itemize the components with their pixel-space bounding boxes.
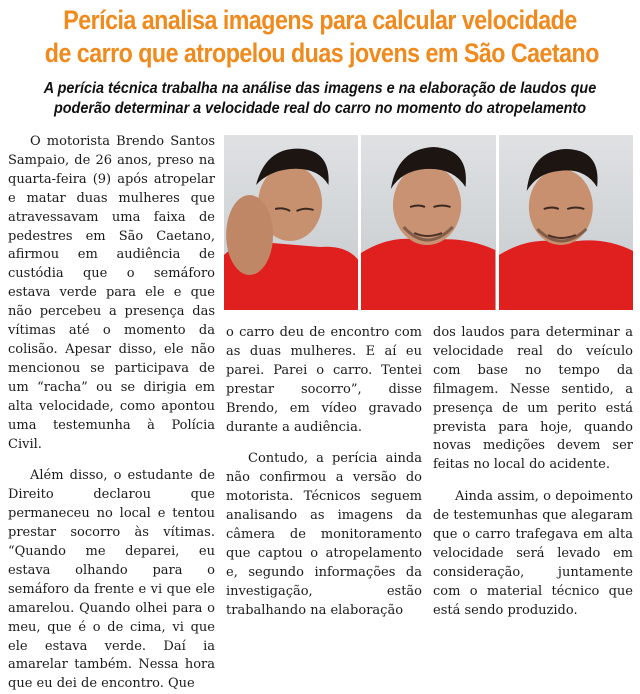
subheadline-line-2: poderão determinar a velocidade real do carro no momento do atropelamento <box>53 100 587 117</box>
headline <box>44 4 599 70</box>
paragraph-3-continued: dos laudos para determinar a velocidade real do veículo com base no tempo da filmagem. Nesse sentido, a presença de um perito está prevista para hoje, quando novas medições devem ser feitas no local do acidente. <box>433 325 633 473</box>
article-column-1 <box>8 133 215 694</box>
subheadline <box>32 79 608 119</box>
paragraph-2-start: Além disso, o estudante de Direito declarou que permaneceu no local e tentou prestar socorro às vítimas. “Quando me deparei, eu estava olhando para o semáforo da frente e vi que ele amarelou. Quando olhei para o meu, que é o de cima, vi que ele estava verde. Daí ia amarelar também. Nessa hora que eu dei de encontro. Que <box>8 468 215 692</box>
photo-frame-3 <box>499 135 633 310</box>
article-column-2 <box>226 324 422 621</box>
photo-strip <box>224 135 633 310</box>
headline-line-1: Perícia analisa imagens para calcular velocidade <box>63 5 577 35</box>
paragraph-4: Ainda assim, o depoimento de testemunhas que alegaram que o carro trafegava em alta velocidade será levado em consideração, juntamente com o material técnico que está sendo produzido. <box>433 489 633 618</box>
photo-frame-2 <box>361 135 495 310</box>
subheadline-line-1: A perícia técnica trabalha na análise das imagens e na elaboração de laudos que <box>43 80 597 97</box>
paragraph-2-continued: o carro deu de encontro com as duas mulheres. E aí eu parei. Parei o carro. Tentei prestar socorro”, disse Brendo, em vídeo gravado durante a audiência. <box>226 325 422 435</box>
headline-line-2: de carro que atropelou duas jovens em São Caetano <box>44 38 599 68</box>
paragraph-3: Contudo, a perícia ainda não confirmou a versão do motorista. Técnicos seguem analisando as imagens da câmera de monitoramento que captou o atropelamento e, segundo informações da investigação, estão trabalhando na elaboração <box>226 451 422 618</box>
article-column-3 <box>433 324 633 621</box>
paragraph-1: O motorista Brendo Santos Sampaio, de 26 anos, preso na quarta-feira (9) após atropelar e matar duas mulheres que atravessavam uma faixa de pedestres em São Caetano, afirmou em audiência de custódia que o semáforo estava verde para ele e que não percebeu a presença das vítimas até o momento da colisão. Apesar disso, ele não mencionou se participava de um “racha” ou se dirigia em alta velocidade, como apontou uma testemunha à Polícia Civil. <box>8 134 215 452</box>
photo-frame-1 <box>224 135 358 310</box>
